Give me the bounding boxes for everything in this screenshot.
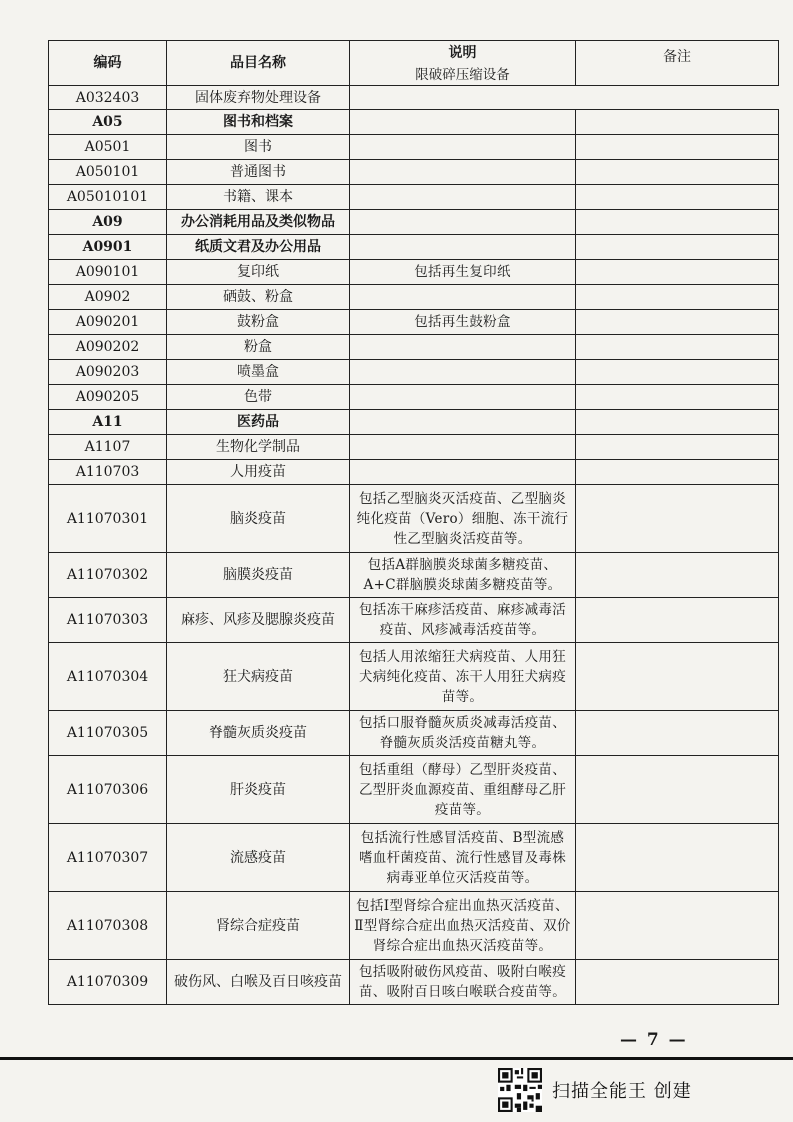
- table-row: [49, 210, 779, 235]
- row-description: [350, 135, 576, 160]
- row-remarks: [576, 385, 779, 410]
- row-code: A11070304: [49, 643, 167, 711]
- row-item-name: 人用疫苗: [167, 460, 350, 485]
- row-code: A05010101: [49, 185, 167, 210]
- scanner-watermark: [498, 1068, 692, 1112]
- table-row: [49, 824, 779, 892]
- row-description: [350, 385, 576, 410]
- row-item-name: 破伤风、白喉及百日咳疫苗: [167, 960, 350, 1005]
- table-row: [49, 643, 779, 711]
- row-code: A11070305: [49, 711, 167, 756]
- row-code: A090203: [49, 360, 167, 385]
- table-row: [49, 86, 779, 110]
- row-description: [350, 110, 576, 135]
- row-remarks: [576, 410, 779, 435]
- header-remarks: 备注: [576, 41, 779, 86]
- row-item-name: 狂犬病疫苗: [167, 643, 350, 711]
- row-item-name: 医药品: [167, 410, 350, 435]
- row-description: [350, 410, 576, 435]
- row-remarks: [576, 485, 779, 553]
- table-row: [49, 160, 779, 185]
- row-item-name: 流感疫苗: [167, 824, 350, 892]
- row-code: A11: [49, 410, 167, 435]
- bottom-divider: [0, 1057, 793, 1060]
- row-remarks: [576, 260, 779, 285]
- row-item-name: 书籍、课本: [167, 185, 350, 210]
- row-code: A11070306: [49, 756, 167, 824]
- qr-code-icon: [498, 1068, 542, 1112]
- row-remarks: [576, 160, 779, 185]
- row-description: [350, 360, 576, 385]
- row-remarks: [576, 824, 779, 892]
- row-description: 包括再生复印纸: [350, 260, 576, 285]
- row-item-name: 喷墨盒: [167, 360, 350, 385]
- row-remarks: [576, 235, 779, 260]
- row-code: A0901: [49, 235, 167, 260]
- row-code: A11070302: [49, 553, 167, 598]
- row-description: [350, 185, 576, 210]
- row-code: A0501: [49, 135, 167, 160]
- table-row: [49, 960, 779, 1005]
- row-description: 包括人用浓缩狂犬病疫苗、人用狂犬病纯化疫苗、冻干人用狂犬病疫苗等。: [350, 643, 576, 711]
- row-description: 包括乙型脑炎灭活疫苗、乙型脑炎纯化疫苗（Vero）细胞、冻干流行性乙型脑炎活疫苗等。: [350, 485, 576, 553]
- row-item-name: 脑膜炎疫苗: [167, 553, 350, 598]
- row-item-name: 麻疹、风疹及腮腺炎疫苗: [167, 598, 350, 643]
- row-description: 包括再生鼓粉盒: [350, 310, 576, 335]
- row-code: A1107: [49, 435, 167, 460]
- row-remarks: [576, 360, 779, 385]
- row-item-name: 办公消耗用品及类似物品: [167, 210, 350, 235]
- procurement-catalog-table: [48, 40, 779, 1005]
- table-row: [49, 711, 779, 756]
- row-remarks: [576, 335, 779, 360]
- row-code: A11070301: [49, 485, 167, 553]
- table-row: [49, 460, 779, 485]
- row-remarks: [576, 210, 779, 235]
- row-description: 包括冻干麻疹活疫苗、麻疹减毒活疫苗、风疹减毒活疫苗等。: [350, 598, 576, 643]
- row-remarks: [576, 711, 779, 756]
- row-description: [350, 160, 576, 185]
- row-remarks: [576, 285, 779, 310]
- row-remarks: [576, 553, 779, 598]
- row-description: 包括口服脊髓灰质炎减毒活疫苗、脊髓灰质炎活疫苗糖丸等。: [350, 711, 576, 756]
- row-remarks: [576, 110, 779, 135]
- row-code: A0902: [49, 285, 167, 310]
- row-item-name: 纸质文君及办公用品: [167, 235, 350, 260]
- row-item-name: 图书和档案: [167, 110, 350, 135]
- table-row: [49, 598, 779, 643]
- header-code: 编码: [49, 41, 167, 86]
- table-row: [49, 235, 779, 260]
- row-code: A11070307: [49, 824, 167, 892]
- row-code: A090201: [49, 310, 167, 335]
- row-description: [350, 235, 576, 260]
- row-item-name: 图书: [167, 135, 350, 160]
- row-code: A090202: [49, 335, 167, 360]
- row-description: [350, 335, 576, 360]
- row-description: 包括A群脑膜炎球菌多糖疫苗、A+C群脑膜炎球菌多糖疫苗等。: [350, 553, 576, 598]
- scanner-label: 扫描全能王 创建: [552, 1081, 692, 1102]
- table-row: [49, 110, 779, 135]
- table-row: [49, 260, 779, 285]
- row-remarks: [576, 310, 779, 335]
- table-row: [49, 553, 779, 598]
- row-remarks: [576, 756, 779, 824]
- table-row: [49, 135, 779, 160]
- row-description: [350, 285, 576, 310]
- row-code: A090101: [49, 260, 167, 285]
- row-description: [350, 210, 576, 235]
- row-item-name: 肝炎疫苗: [167, 756, 350, 824]
- table-row: [49, 360, 779, 385]
- row-remarks: [576, 960, 779, 1005]
- row-item-name: 普通图书: [167, 160, 350, 185]
- row-code: A110703: [49, 460, 167, 485]
- row-code: A050101: [49, 160, 167, 185]
- row-remarks: [576, 598, 779, 643]
- table-row: [49, 435, 779, 460]
- header-name: 品目名称: [167, 41, 350, 86]
- table-row: [49, 335, 779, 360]
- row-remarks: [576, 643, 779, 711]
- table-header-row: [49, 41, 779, 86]
- row-remarks: [576, 135, 779, 160]
- row-description: 包括Ⅰ型肾综合症出血热灭活疫苗、Ⅱ型肾综合症出血热灭活疫苗、双价肾综合症出血热灭活疫苗等。: [350, 892, 576, 960]
- page-number: — 7 —: [620, 1030, 688, 1050]
- row-description: [350, 460, 576, 485]
- row-item-name: 肾综合症疫苗: [167, 892, 350, 960]
- row-item-name: 固体废弃物处理设备: [167, 86, 350, 110]
- row-remarks: [576, 435, 779, 460]
- header-description-label: 说明: [448, 45, 477, 61]
- row-description: 包括重组（酵母）乙型肝炎疫苗、乙型肝炎血源疫苗、重组酵母乙肝疫苗等。: [350, 756, 576, 824]
- row-remarks: [576, 460, 779, 485]
- row-item-name: 鼓粉盒: [167, 310, 350, 335]
- row-description: 限破碎压缩设备: [415, 67, 510, 83]
- row-item-name: 粉盒: [167, 335, 350, 360]
- row-remarks: [576, 892, 779, 960]
- row-code: A032403: [49, 86, 167, 110]
- row-item-name: 硒鼓、粉盒: [167, 285, 350, 310]
- table-row: [49, 756, 779, 824]
- table-row: [49, 310, 779, 335]
- row-item-name: 生物化学制品: [167, 435, 350, 460]
- table-row: [49, 485, 779, 553]
- table-row: [49, 410, 779, 435]
- row-code: A11070303: [49, 598, 167, 643]
- row-code: A05: [49, 110, 167, 135]
- table-row: [49, 185, 779, 210]
- header-description: [350, 41, 576, 86]
- row-item-name: 复印纸: [167, 260, 350, 285]
- row-description: [350, 435, 576, 460]
- row-remarks: [576, 185, 779, 210]
- table-row: [49, 385, 779, 410]
- row-item-name: 脑炎疫苗: [167, 485, 350, 553]
- row-description: 包括吸附破伤风疫苗、吸附白喉疫苗、吸附百日咳白喉联合疫苗等。: [350, 960, 576, 1005]
- row-code: A09: [49, 210, 167, 235]
- row-code: A11070308: [49, 892, 167, 960]
- row-item-name: 色带: [167, 385, 350, 410]
- row-code: A11070309: [49, 960, 167, 1005]
- row-description: 包括流行性感冒活疫苗、B型流感嗜血杆菌疫苗、流行性感冒及毒株病毒亚单位灭活疫苗等。: [350, 824, 576, 892]
- row-code: A090205: [49, 385, 167, 410]
- table-row: [49, 285, 779, 310]
- table-row: [49, 892, 779, 960]
- row-item-name: 脊髓灰质炎疫苗: [167, 711, 350, 756]
